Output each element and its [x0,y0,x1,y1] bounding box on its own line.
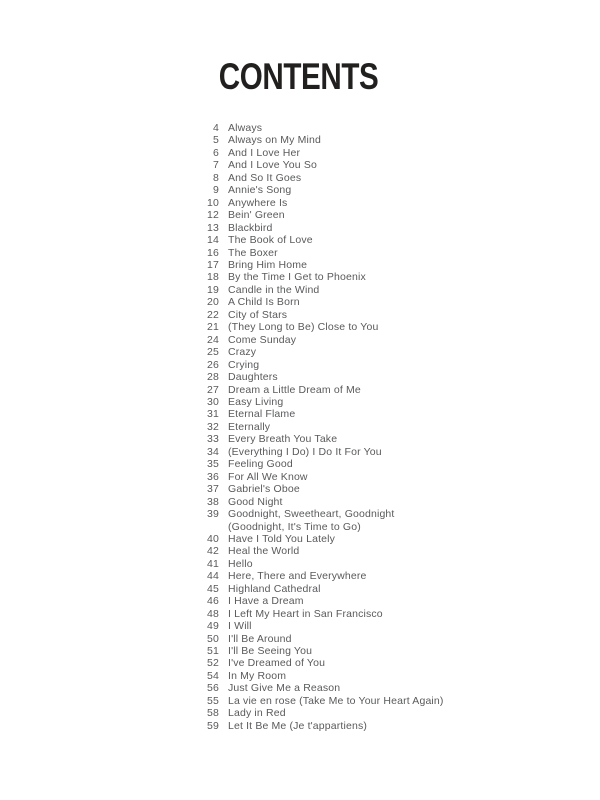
toc-song-title [228,159,317,171]
toc-entry [193,396,444,408]
toc-entry [193,309,444,321]
toc-song-title [228,296,300,308]
toc-song-title-line1: Good Night [228,495,283,508]
toc-page-number: 10 [207,196,219,209]
toc-entry [193,371,444,383]
toc-song-title-line1: Bein' Green [228,209,285,222]
toc-song-title-line1: Always [228,122,263,134]
toc-entry [193,122,444,134]
toc-song-title-line1: For All We Know [228,470,308,483]
toc-song-title-line1: Just Give Me a Reason [228,682,341,695]
toc-entry [193,359,444,371]
toc-song-title [228,670,286,682]
toc-page-number: 6 [213,146,219,159]
toc-page-number: 24 [207,333,219,346]
toc-song-title [228,371,278,383]
toc-song-title [228,309,287,321]
toc-song-title [228,458,293,470]
toc-page-number: 38 [207,495,219,508]
toc-page-number: 22 [207,308,219,321]
toc-song-title [228,234,313,246]
contents-list [193,122,444,732]
page-title: CONTENTS [218,56,379,97]
toc-page-number: 13 [207,221,219,234]
toc-entry [193,209,444,221]
toc-song-title-line1: Let It Be Me (Je t'appartiens) [228,719,367,732]
toc-page-number: 51 [207,645,219,658]
toc-entry [193,184,444,196]
toc-song-title [228,496,283,508]
toc-entry [193,583,444,595]
toc-entry [193,483,444,495]
toc-song-title-line1: Feeling Good [228,458,293,471]
toc-page-number: 44 [207,570,219,583]
toc-entry [193,508,444,533]
toc-song-title-line1: Always on My Mind [228,134,321,147]
toc-song-title [228,533,335,545]
toc-song-title-line1: I've Dreamed of You [228,657,326,670]
toc-entry [193,134,444,146]
toc-song-title-line1: I'll Be Around [228,632,292,645]
toc-song-title [228,682,340,694]
toc-song-title [228,633,292,645]
toc-song-title-line1: Dream a Little Dream of Me [228,383,361,396]
toc-entry [193,271,444,283]
toc-page-number: 32 [207,420,219,433]
toc-song-title [228,384,361,396]
toc-song-title-line1: (Everything I Do) I Do It For You [228,445,382,458]
toc-song-title-line1: And So It Goes [228,171,302,184]
toc-song-title [228,421,270,433]
toc-page-number: 14 [207,234,219,247]
toc-song-title-line1: Highland Cathedral [228,582,321,595]
toc-song-title [228,583,321,595]
toc-song-title [228,620,252,632]
toc-entry [193,346,444,358]
toc-entry [193,670,444,682]
toc-song-title [228,259,307,271]
toc-page-number: 20 [207,296,219,309]
toc-entry [193,222,444,234]
toc-song-title-line1: And I Love You So [228,159,317,172]
toc-entry [193,682,444,694]
toc-page-number: 41 [207,557,219,570]
toc-song-title-line1: Hello [228,557,253,570]
toc-song-title-line1: Eternally [228,420,271,433]
toc-entry [193,247,444,259]
toc-song-title-line1: The Book of Love [228,234,313,247]
toc-song-title [228,222,273,234]
toc-song-title-line1: Lady in Red [228,707,286,720]
toc-song-title [228,321,378,333]
toc-page-number: 28 [207,371,219,384]
toc-entry [193,657,444,669]
toc-song-title [228,595,304,607]
toc-page-number: 48 [207,607,219,620]
toc-song-title [228,271,366,283]
toc-entry [193,645,444,657]
toc-page-number: 18 [207,271,219,284]
toc-song-title [228,122,262,134]
toc-entry [193,321,444,333]
toc-page-number: 46 [207,595,219,608]
toc-entry [193,172,444,184]
toc-song-title-line1: Have I Told You Lately [228,532,336,545]
toc-song-title-line1: Daughters [228,371,278,384]
toc-page-number: 33 [207,433,219,446]
toc-song-title-line1: Come Sunday [228,333,297,346]
toc-song-title-line1: Anywhere Is [228,196,288,209]
toc-entry [193,421,444,433]
toc-entry [193,446,444,458]
toc-song-title [228,545,299,557]
toc-song-title [228,359,259,371]
toc-song-title [228,209,285,221]
toc-song-title-line1: Here, There and Everywhere [228,570,367,583]
toc-entry [193,147,444,159]
toc-song-title [228,645,312,657]
toc-page-number: 45 [207,582,219,595]
toc-song-title-line1: I Have a Dream [228,595,304,608]
toc-song-title-line1: And I Love Her [228,146,301,159]
toc-song-title-line1: Eternal Flame [228,408,296,421]
toc-song-title [228,334,296,346]
toc-entry [193,545,444,557]
toc-song-title [228,471,308,483]
toc-entry [193,695,444,707]
toc-page-number: 34 [207,445,219,458]
toc-page-number: 36 [207,470,219,483]
toc-page-number: 5 [213,134,219,147]
toc-entry [193,570,444,582]
toc-song-title [228,172,301,184]
toc-song-title-line1: Every Breath You Take [228,433,338,446]
toc-entry [193,595,444,607]
toc-entry [193,197,444,209]
toc-song-title [228,284,319,296]
toc-page-number: 52 [207,657,219,670]
toc-entry [193,720,444,732]
toc-song-title-line1: I'll Be Seeing You [228,645,313,658]
toc-song-title [228,720,367,732]
toc-page-number: 56 [207,682,219,695]
toc-entry [193,496,444,508]
toc-entry [193,458,444,470]
toc-entry [193,408,444,420]
toc-song-title-line1: Blackbird [228,221,273,234]
toc-page-number: 21 [207,321,219,334]
toc-song-title-line1: Crying [228,358,260,371]
toc-song-title [228,508,395,533]
toc-song-title [228,570,367,582]
toc-entry [193,608,444,620]
toc-page-number: 54 [207,669,219,682]
toc-page-number: 31 [207,408,219,421]
toc-song-title [228,147,300,159]
toc-page-number: 25 [207,346,219,359]
toc-song-title-line1: Easy Living [228,395,284,408]
toc-entry [193,533,444,545]
toc-song-title-line1: (They Long to Be) Close to You [228,321,379,334]
toc-entry [193,284,444,296]
toc-song-title [228,707,286,719]
toc-page-number: 26 [207,358,219,371]
toc-song-title [228,346,256,358]
toc-song-title-line1: I Will [228,620,252,633]
toc-page-number: 59 [207,719,219,732]
toc-song-title [228,483,300,495]
toc-page-number: 58 [207,707,219,720]
toc-song-title-line1: The Boxer [228,246,278,259]
toc-entry [193,259,444,271]
toc-entry [193,633,444,645]
toc-page-number: 7 [213,159,219,172]
toc-entry [193,620,444,632]
toc-song-title [228,184,291,196]
toc-page-number: 40 [207,532,219,545]
toc-entry [193,384,444,396]
toc-page-number: 35 [207,458,219,471]
toc-page-number: 16 [207,246,219,259]
toc-entry [193,433,444,445]
toc-song-title-line1: Candle in the Wind [228,283,320,296]
toc-entry [193,707,444,719]
toc-entry [193,159,444,171]
toc-page-number: 42 [207,545,219,558]
toc-entry [193,234,444,246]
toc-song-title-line1: La vie en rose (Take Me to Your Heart Again) [228,694,444,707]
toc-song-title-continuation: (Goodnight, It's Time to Go) [228,520,361,533]
toc-page-number: 12 [207,209,219,222]
toc-page-number: 19 [207,283,219,296]
toc-page-number: 9 [213,184,219,197]
toc-song-title-line1: Crazy [228,346,257,359]
toc-song-title [228,396,283,408]
toc-song-title-line1: In My Room [228,669,287,682]
toc-song-title-line1: I Left My Heart in San Francisco [228,607,383,620]
toc-page-number: 27 [207,383,219,396]
toc-song-title-line1: By the Time I Get to Phoenix [228,271,366,284]
toc-song-title [228,558,253,570]
toc-song-title-line1: City of Stars [228,308,288,321]
toc-song-title [228,657,325,669]
toc-page-number: 49 [207,620,219,633]
toc-page-number: 37 [207,483,219,496]
toc-song-title-line1: Goodnight, Sweetheart, Goodnight [228,508,395,521]
toc-song-title [228,446,382,458]
toc-song-title-line1: Annie's Song [228,184,292,197]
toc-song-title [228,197,287,209]
toc-song-title [228,247,278,259]
toc-entry [193,471,444,483]
toc-entry [193,334,444,346]
toc-song-title [228,695,444,707]
toc-song-title-line1: Heal the World [228,545,300,558]
toc-song-title [228,408,295,420]
toc-page-number: 39 [207,508,219,521]
toc-entry [193,558,444,570]
toc-song-title [228,433,337,445]
toc-song-title [228,608,383,620]
toc-page-number: 30 [207,395,219,408]
toc-song-title [228,134,321,146]
toc-page-number: 8 [213,171,219,184]
toc-page-number: 55 [207,694,219,707]
toc-song-title-line1: Bring Him Home [228,258,308,271]
toc-song-title-line1: A Child Is Born [228,296,300,309]
toc-page-number: 17 [207,258,219,271]
toc-entry [193,296,444,308]
toc-page-number: 50 [207,632,219,645]
toc-page-number: 4 [213,122,219,134]
toc-song-title-line1: Gabriel's Oboe [228,483,300,496]
